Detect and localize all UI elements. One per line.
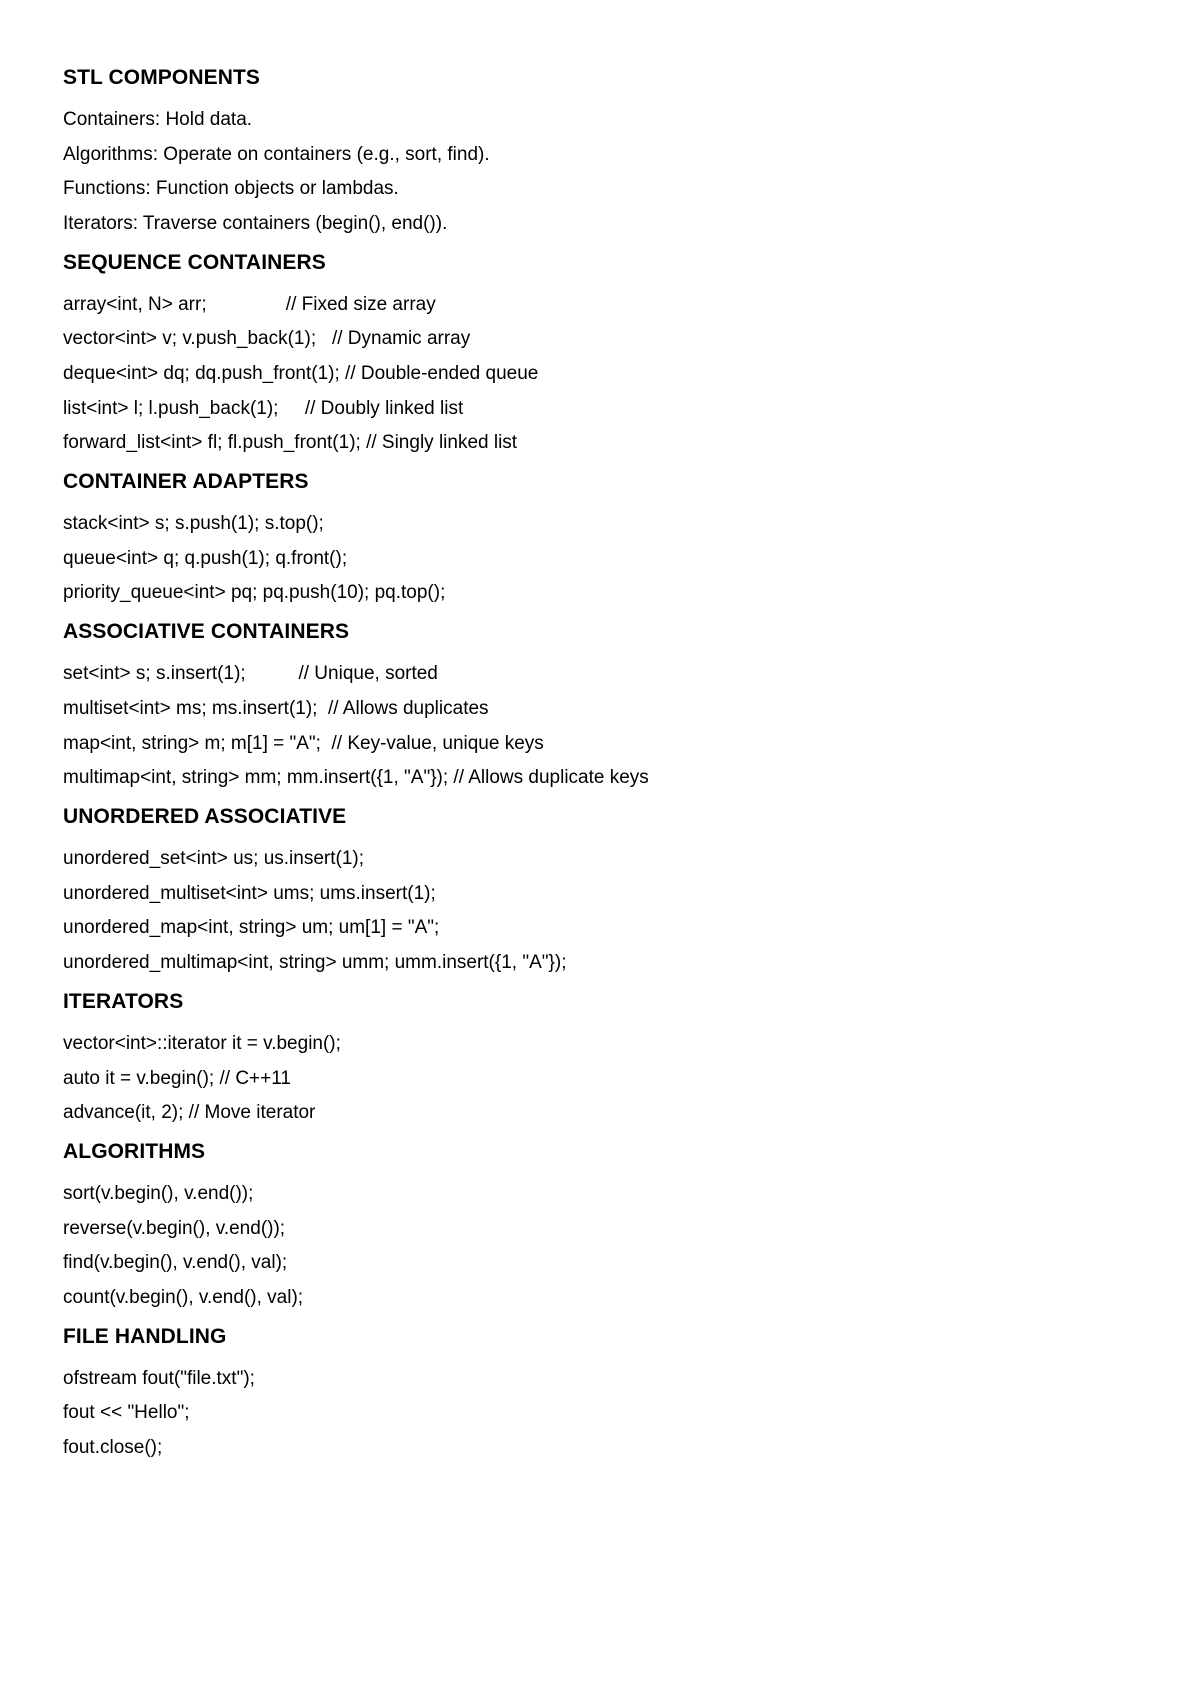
code-line: queue<int> q; q.push(1); q.front(); (63, 547, 348, 569)
section-associative-containers (63, 620, 1143, 790)
code-line: count(v.begin(), v.end(), val); (63, 1286, 304, 1308)
section-title: ALGORITHMS (63, 1140, 206, 1164)
text-line: Containers: Hold data. (63, 109, 253, 130)
section-iterators (63, 990, 1143, 1125)
code-line: map<int, string> m; m[1] = "A"; // Key-value, unique keys (63, 732, 544, 754)
section-title: ITERATORS (63, 989, 184, 1013)
code-line: vector<int> v; v.push_back(1); // Dynamic array (63, 328, 471, 350)
section-title: CONTAINER ADAPTERS (63, 470, 309, 494)
section-title: UNORDERED ASSOCIATIVE (63, 805, 347, 829)
section-container-adapters (63, 470, 1143, 605)
code-line: forward_list<int> fl; fl.push_front(1); // Singly linked list (63, 432, 518, 454)
document-page (63, 66, 1143, 1471)
section-unordered-associative (63, 805, 1143, 975)
code-line: find(v.begin(), v.end(), val); (63, 1252, 288, 1274)
section-file-handling (63, 1325, 1143, 1460)
code-line: advance(it, 2); // Move iterator (63, 1102, 316, 1124)
code-line: stack<int> s; s.push(1); s.top(); (63, 513, 324, 535)
section-title: ASSOCIATIVE CONTAINERS (63, 620, 350, 644)
text-line: Iterators: Traverse containers (begin(), end()). (63, 212, 448, 234)
section-title: FILE HANDLING (63, 1324, 227, 1348)
section-stl-components (63, 66, 1143, 236)
code-line: reverse(v.begin(), v.end()); (63, 1217, 286, 1239)
section-sequence-containers (63, 251, 1143, 455)
code-line: sort(v.begin(), v.end()); (63, 1183, 254, 1205)
section-title: STL COMPONENTS (63, 66, 261, 89)
text-line: Algorithms: Operate on containers (e.g., sort, find). (63, 143, 490, 165)
code-line: unordered_map<int, string> um; um[1] = "A"; (63, 917, 440, 939)
code-line: fout << "Hello"; (63, 1402, 190, 1424)
code-line: multiset<int> ms; ms.insert(1); // Allows duplicates (63, 697, 489, 719)
code-line: multimap<int, string> mm; mm.insert({1, "A"}); // Allows duplicate keys (63, 767, 649, 789)
section-title: SEQUENCE CONTAINERS (63, 250, 326, 274)
code-line: list<int> l; l.push_back(1); // Doubly linked list (63, 397, 464, 419)
code-line: unordered_set<int> us; us.insert(1); (63, 848, 365, 870)
code-line: array<int, N> arr; // Fixed size array (63, 293, 436, 315)
code-line: vector<int>::iterator it = v.begin(); (63, 1032, 341, 1054)
code-line: deque<int> dq; dq.push_front(1); // Double-ended queue (63, 362, 539, 384)
code-line: set<int> s; s.insert(1); // Unique, sorted (63, 663, 438, 685)
code-line: unordered_multiset<int> ums; ums.insert(1); (63, 882, 436, 904)
section-algorithms (63, 1140, 1143, 1310)
code-line: ofstream fout("file.txt"); (63, 1367, 255, 1389)
code-line: auto it = v.begin(); // C++11 (63, 1067, 291, 1089)
text-line: Functions: Function objects or lambdas. (63, 178, 399, 200)
code-line: unordered_multimap<int, string> umm; umm.insert({1, "A"}); (63, 951, 567, 973)
code-line: fout.close(); (63, 1437, 163, 1459)
code-line: priority_queue<int> pq; pq.push(10); pq.top(); (63, 582, 446, 604)
